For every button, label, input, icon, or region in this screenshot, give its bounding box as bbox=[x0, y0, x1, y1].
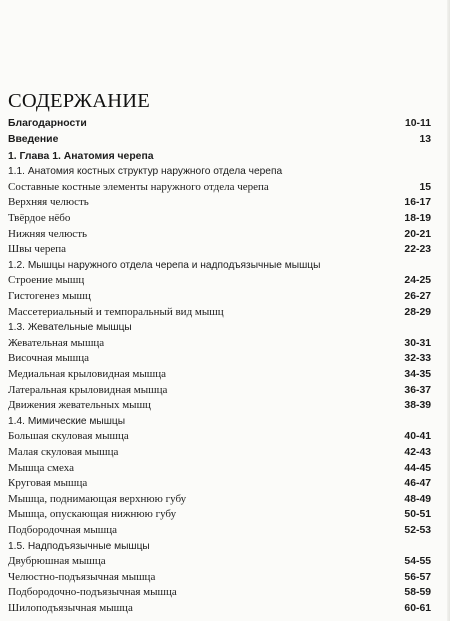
toc-entry-page: 15 bbox=[419, 181, 431, 193]
toc-entry bbox=[0, 507, 450, 523]
toc-entry-title: 1.2. Мышцы наружного отдела черепа и надподъязычные мышцы bbox=[8, 259, 321, 271]
toc-entry bbox=[0, 195, 450, 211]
toc-entry-title: 1. Глава 1. Анатомия черепа bbox=[8, 150, 154, 162]
toc-entry-title: Большая скуловая мышца bbox=[8, 430, 129, 443]
toc-entry bbox=[0, 429, 450, 445]
toc-entry bbox=[0, 211, 450, 227]
toc-entry bbox=[0, 461, 450, 477]
toc-entry-title: Шилоподъязычная мышца bbox=[8, 601, 133, 614]
toc-entry bbox=[0, 258, 450, 274]
toc-entry-page: 46-47 bbox=[404, 478, 431, 490]
toc-entry-page: 28-29 bbox=[404, 306, 431, 318]
toc-entry-title: Височная мышца bbox=[8, 352, 90, 365]
toc-entry-page: 13 bbox=[419, 133, 431, 145]
toc-entry-title: Мышца, опускающая нижнюю губу bbox=[8, 508, 177, 521]
table-of-contents bbox=[0, 116, 450, 617]
toc-entry-title: Твёрдое нёбо bbox=[8, 212, 71, 225]
toc-entry-title: Мышца, поднимающая верхнюю губу bbox=[8, 492, 187, 505]
page-title: СОДЕРЖАНИЕ bbox=[8, 90, 150, 112]
toc-entry-page: 54-55 bbox=[404, 556, 431, 568]
toc-entry-title: 1.5. Надподъязычные мышцы bbox=[8, 540, 150, 552]
toc-entry bbox=[0, 445, 450, 461]
toc-entry bbox=[0, 414, 450, 430]
toc-entry-title: Челюстно-подъязычная мышца bbox=[8, 570, 156, 583]
toc-entry-title: Строение мышц bbox=[8, 274, 85, 287]
toc-entry bbox=[0, 383, 450, 399]
toc-entry-page: 20-21 bbox=[404, 228, 431, 240]
toc-entry bbox=[0, 585, 450, 601]
toc-entry-title: Нижняя челюсть bbox=[8, 227, 88, 240]
toc-entry bbox=[0, 554, 450, 570]
toc-entry-page: 24-25 bbox=[404, 275, 431, 287]
toc-entry-title: Жевательная мышца bbox=[8, 336, 105, 349]
toc-entry-page: 52-53 bbox=[404, 524, 431, 536]
toc-entry-title: Мышца смеха bbox=[8, 461, 74, 474]
toc-entry bbox=[0, 476, 450, 492]
toc-entry-page: 50-51 bbox=[404, 509, 431, 521]
toc-entry bbox=[0, 398, 450, 414]
toc-entry bbox=[0, 180, 450, 196]
toc-entry-title: Медиальная крыловидная мышца bbox=[8, 368, 166, 380]
toc-entry-title: Гистогенез мышц bbox=[8, 290, 91, 303]
toc-entry bbox=[0, 336, 450, 352]
toc-entry bbox=[0, 320, 450, 336]
toc-entry-title: 1.1. Анатомия костных структур наружного отдела черепа bbox=[8, 166, 283, 178]
toc-entry-page: 34-35 bbox=[404, 369, 431, 380]
toc-entry-page: 58-59 bbox=[404, 587, 431, 599]
toc-entry-title: Верхняя челюсть bbox=[8, 196, 89, 209]
toc-entry bbox=[0, 523, 450, 539]
toc-entry bbox=[0, 570, 450, 586]
toc-entry bbox=[0, 149, 450, 165]
toc-entry-page: 38-39 bbox=[404, 400, 431, 412]
toc-entry-page: 48-49 bbox=[404, 493, 431, 505]
toc-entry-title: Двубрюшная мышца bbox=[8, 555, 106, 568]
toc-entry bbox=[0, 539, 450, 555]
toc-entry-page: 10-11 bbox=[404, 118, 431, 129]
toc-entry bbox=[0, 601, 450, 617]
toc-entry-title: Круговая мышца bbox=[8, 477, 88, 490]
toc-entry bbox=[0, 492, 450, 508]
toc-entry-title: Подбородочная мышца bbox=[8, 523, 118, 536]
toc-entry-title: Массетериальный и темпоральный вид мышц bbox=[8, 305, 224, 318]
toc-entry bbox=[0, 289, 450, 305]
toc-entry-page: 32-33 bbox=[404, 353, 431, 365]
toc-entry-title: Подбородочно-подъязычная мышца bbox=[8, 586, 177, 599]
toc-entry bbox=[0, 351, 450, 367]
toc-entry-title: Благодарности bbox=[8, 118, 87, 129]
toc-entry-title: 1.3. Жевательные мышцы bbox=[8, 322, 132, 334]
toc-entry-page: 40-41 bbox=[404, 431, 431, 443]
toc-entry-title: Швы черепа bbox=[8, 243, 66, 256]
toc-entry bbox=[0, 132, 450, 148]
toc-entry-page: 44-45 bbox=[404, 462, 431, 474]
toc-entry-title: 1.4. Мимические мышцы bbox=[8, 415, 126, 427]
toc-entry-title: Составные костные элементы наружного отдела черепа bbox=[8, 180, 269, 193]
toc-entry-page: 30-31 bbox=[404, 337, 431, 349]
toc-entry bbox=[0, 273, 450, 289]
toc-entry-title: Малая скуловая мышца bbox=[8, 445, 119, 458]
toc-entry bbox=[0, 227, 450, 243]
toc-entry-page: 26-27 bbox=[404, 291, 431, 303]
toc-entry bbox=[0, 164, 450, 180]
toc-entry bbox=[0, 367, 450, 383]
toc-entry-page: 18-19 bbox=[404, 213, 431, 225]
toc-entry bbox=[0, 116, 450, 132]
toc-entry-page: 56-57 bbox=[404, 571, 431, 583]
toc-entry-title: Движения жевательных мышц bbox=[8, 399, 151, 412]
toc-entry-title: Латеральная крыловидная мышца bbox=[8, 383, 168, 396]
toc-entry-page: 22-23 bbox=[404, 244, 431, 256]
toc-entry-page: 16-17 bbox=[404, 197, 431, 209]
toc-entry bbox=[0, 242, 450, 258]
toc-entry bbox=[0, 305, 450, 321]
toc-entry-title: Введение bbox=[8, 133, 59, 145]
toc-entry-page: 60-61 bbox=[404, 602, 431, 614]
toc-entry-page: 36-37 bbox=[404, 384, 431, 396]
toc-entry-page: 42-43 bbox=[404, 446, 431, 458]
